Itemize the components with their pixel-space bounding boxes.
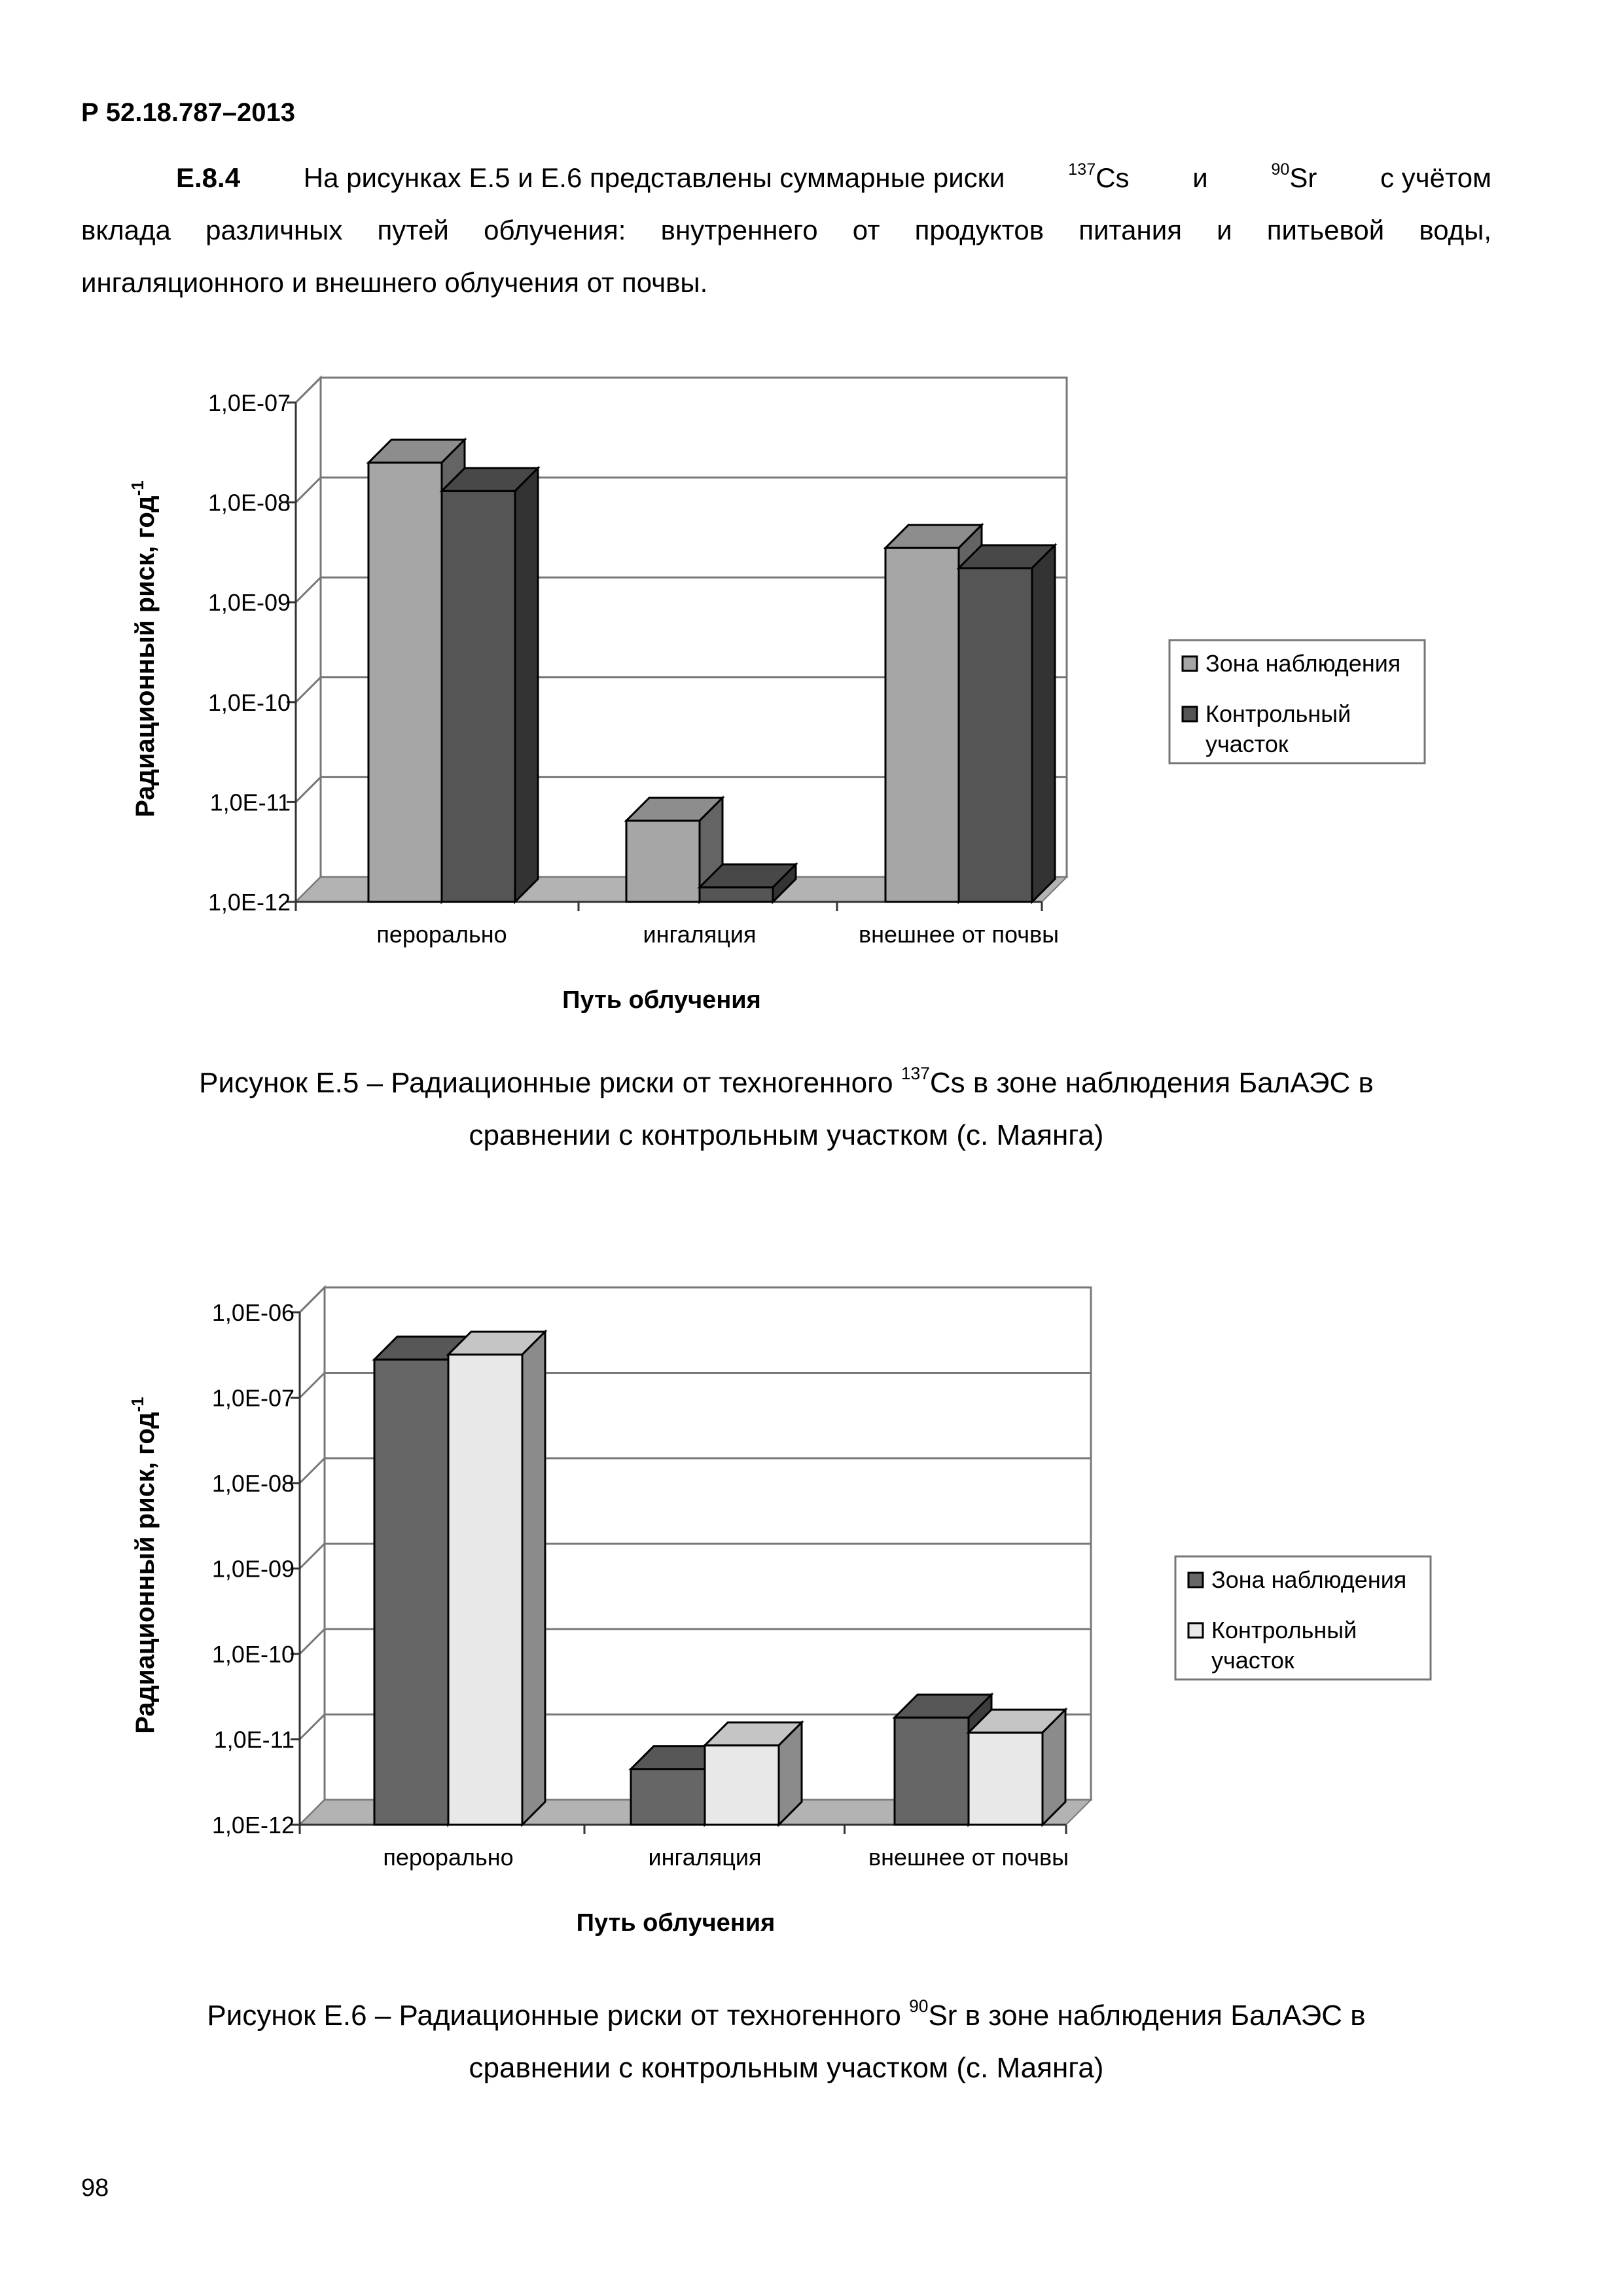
figure-e6-caption (81, 1990, 1491, 2094)
legend-swatch (1188, 1623, 1203, 1638)
paragraph-line-3 (81, 257, 1491, 309)
chart-legend (1175, 1556, 1431, 1679)
y-tick-label: 1,0E-10 (211, 1641, 294, 1668)
legend-swatch (1188, 1573, 1203, 1587)
isotope-sr-symbol: Sr (1289, 162, 1317, 193)
bar-side (515, 468, 538, 902)
x-axis-title: Путь облучения (576, 1909, 776, 1937)
y-axis-title-text: Радиационный риск, год (131, 1412, 160, 1734)
y-axis-title (128, 1397, 160, 1734)
y-tick-label: 1,0E-08 (207, 489, 291, 516)
y-axis-title-exponent: -1 (128, 480, 147, 496)
document-code: Р 52.18.787–2013 (81, 98, 295, 127)
x-tick-label: перорально (376, 921, 507, 948)
y-axis-title-text: Радиационный риск, год (131, 495, 160, 817)
legend-label: Зона наблюдения (1205, 650, 1401, 677)
bar-front (700, 888, 773, 902)
y-tick-label: 1,0E-06 (211, 1299, 294, 1326)
y-tick-label: 1,0E-12 (211, 1812, 294, 1839)
paragraph-text-a: На рисунках Е.5 и Е.6 представлены суммарные риски (303, 162, 1005, 193)
figure-e5-caption-line1: Рисунок Е.5 – Радиационные риски от техногенного $^{137}$Cs в зоне наблюдения БалАЭС в (199, 1064, 1374, 1099)
bar-control-0 (448, 1332, 545, 1825)
isotope-cs-mass: 137 (1068, 160, 1096, 179)
y-tick-label: 1,0E-09 (211, 1555, 294, 1583)
y-tick-label: 1,0E-07 (207, 389, 291, 416)
y-tick-label: 1,0E-12 (207, 889, 291, 916)
y-tick-label: 1,0E-11 (209, 789, 291, 816)
bar-control-1 (705, 1723, 802, 1825)
legend-swatch (1183, 707, 1197, 721)
page-number: 98 (81, 2174, 109, 2202)
paragraph-text-line2: вклада различных путей облучения: внутреннего от продуктов питания и питьевой воды, (81, 215, 1491, 245)
bar-front (626, 821, 700, 902)
y-tick-label: 1,0E-07 (211, 1384, 294, 1412)
paragraph-text-b: с учётом (1380, 162, 1491, 193)
y-tick-label: 1,0E-11 (213, 1726, 294, 1753)
bar-side (1032, 545, 1055, 902)
legend-label: Зона наблюдения (1211, 1566, 1407, 1593)
legend-swatch (1183, 656, 1197, 671)
bar-front (895, 1717, 969, 1825)
bar-front (705, 1746, 779, 1825)
bar-front (959, 568, 1032, 902)
paragraph-conj: и (1192, 162, 1208, 193)
isotope-sr (1271, 152, 1317, 204)
bar-side (522, 1332, 545, 1825)
isotope-sr-mass: 90 (1271, 160, 1290, 179)
bar-front (969, 1732, 1043, 1825)
bar-front (631, 1769, 705, 1825)
bar-front (885, 548, 959, 902)
legend-label-line: Контрольный (1211, 1617, 1364, 1643)
paragraph-text-line3: ингаляционного и внешнего облучения от почвы. (81, 267, 708, 298)
legend-label-line: Контрольный (1205, 700, 1358, 727)
bar-front (448, 1355, 522, 1825)
bar-front (442, 491, 515, 902)
figure-e6-caption-line1: Рисунок Е.6 – Радиационные риски от техногенного $^{90}$Sr в зоне наблюдения БалАЭС в (207, 1996, 1366, 2032)
figure-e5-caption-line2: сравнении с контрольным участком (с. Маянга) (469, 1119, 1104, 1151)
chart-side-wall (296, 378, 321, 902)
paragraph-line-2 (81, 204, 1491, 257)
y-axis-title (128, 480, 160, 817)
legend-label-line: участок (1211, 1647, 1294, 1674)
bar-control-0 (442, 468, 538, 902)
chart-figure-e6 (0, 1257, 1623, 1977)
x-axis-title: Путь облучения (562, 986, 761, 1014)
bar-control-2 (959, 545, 1055, 902)
figure-e5-caption (81, 1057, 1491, 1162)
isotope-cs-symbol: Cs (1096, 162, 1130, 193)
figure-e6-caption-line2: сравнении с контрольным участком (с. Маянга) (469, 2052, 1104, 2084)
bar-front (374, 1359, 448, 1825)
chart-legend (1169, 640, 1425, 763)
x-tick-label: внешнее от почвы (868, 1844, 1069, 1871)
x-tick-label: ингаляция (643, 921, 757, 948)
x-tick-label: перорально (383, 1844, 514, 1871)
y-tick-label: 1,0E-09 (207, 589, 291, 617)
paragraph-line-1 (81, 152, 1491, 204)
chart-figure-e5 (0, 340, 1623, 1060)
paragraph-e84 (81, 152, 1491, 309)
isotope-cs (1068, 152, 1129, 204)
bar-front (368, 463, 442, 902)
paragraph-number: Е.8.4 (176, 162, 241, 193)
x-tick-label: ингаляция (648, 1844, 762, 1871)
y-tick-label: 1,0E-10 (207, 689, 291, 716)
x-tick-label: внешнее от почвы (858, 921, 1060, 948)
legend-label-line: участок (1205, 730, 1289, 757)
y-axis-title-exponent: -1 (128, 1397, 147, 1412)
y-tick-label: 1,0E-08 (211, 1470, 294, 1497)
bar-control-2 (969, 1710, 1065, 1825)
